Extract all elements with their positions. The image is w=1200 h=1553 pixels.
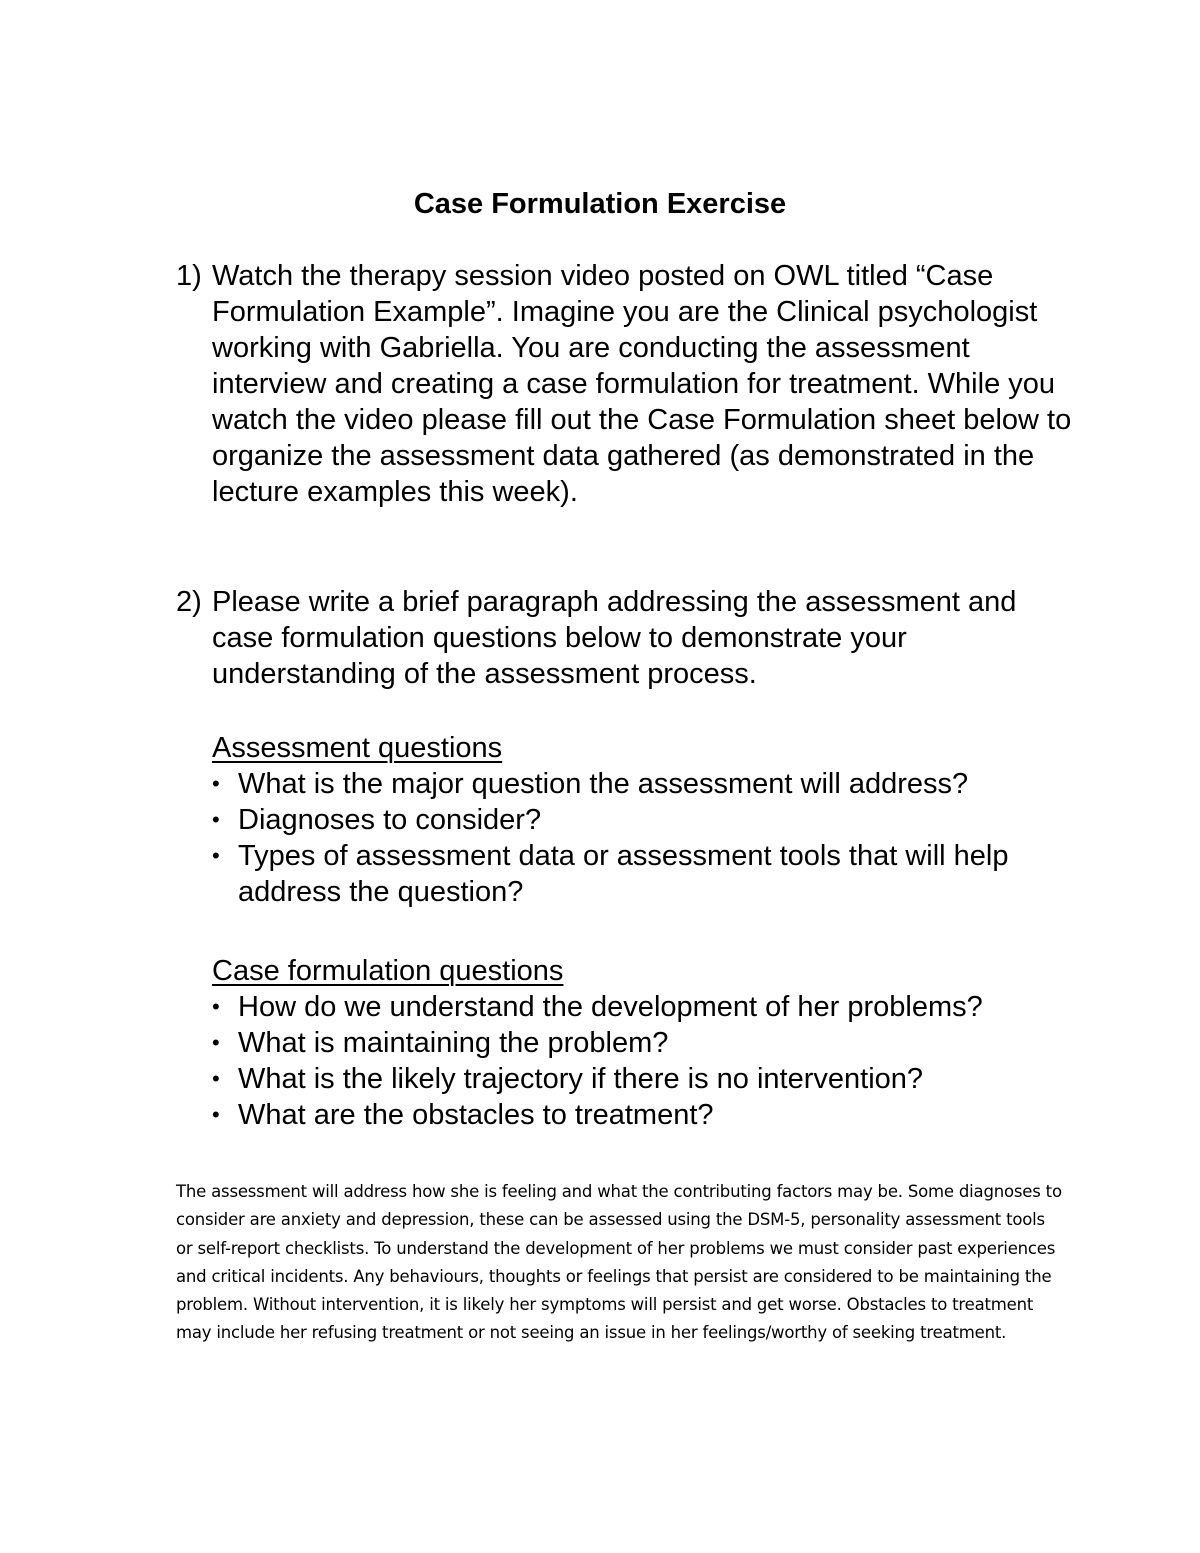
bullet-icon: • — [212, 1030, 220, 1055]
list-item-text: Diagnoses to consider? — [238, 804, 542, 836]
bullet-icon: • — [212, 771, 220, 796]
case-formulation-questions-section — [212, 953, 1072, 1133]
list-item — [212, 802, 1072, 838]
instruction-item-2 — [176, 584, 1076, 692]
instruction-number: 1) — [176, 260, 202, 292]
list-item — [212, 1025, 1072, 1061]
assessment-questions-list — [212, 766, 1072, 910]
assessment-questions-section — [212, 730, 1072, 910]
list-item-text: What is maintaining the problem? — [238, 1027, 669, 1059]
instruction-text: Watch the therapy session video posted on OWL titled “Case Formulation Example”. Imagine you are the Clinical psychologist working with Gabriella. You are conducting the assessment interview and creating a case formulation for treatment. While you watch the video please fill out the Case Formulation sheet below to organize the assessment data gathered (as demonstrated in the lecture examples this week). — [212, 260, 1072, 508]
list-item — [212, 766, 1072, 802]
case-formulation-questions-list — [212, 989, 1072, 1133]
list-item — [212, 838, 1072, 910]
list-item — [212, 989, 1072, 1025]
list-item-text: How do we understand the development of her problems? — [238, 991, 983, 1023]
answer-paragraph: The assessment will address how she is feeling and what the contributing factors may be. Some diagnoses to consider are anxiety and depression, these can be assessed using the DSM-5, personality assessment tools or self-report checklists. To understand the development of her problems we must consider past experiences and critical incidents. Any behaviours, thoughts or feelings that persist are considered to be maintaining the problem. Without intervention, it is likely her symptoms will persist and get worse. Obstacles to treatment may include her refusing treatment or not seeing an issue in her feelings/worthy of seeking treatment. — [176, 1182, 1062, 1343]
list-item-text: Types of assessment data or assessment tools that will help address the question? — [238, 840, 1009, 908]
instruction-item-1 — [176, 258, 1076, 510]
list-item-text: What is the major question the assessment will address? — [238, 768, 969, 800]
instruction-number: 2) — [176, 586, 202, 618]
bullet-icon: • — [212, 1066, 220, 1091]
case-formulation-questions-heading: Case formulation questions — [212, 955, 564, 987]
list-item — [212, 1097, 1072, 1133]
document-title: Case Formulation Exercise — [413, 188, 787, 220]
list-item-text: What is the likely trajectory if there is no intervention? — [238, 1063, 924, 1095]
assessment-questions-heading: Assessment questions — [212, 732, 503, 764]
bullet-icon: • — [212, 994, 220, 1019]
instruction-text: Please write a brief paragraph addressing the assessment and case formulation questions below to demonstrate your understanding of the assessment process. — [212, 586, 1017, 690]
bullet-icon: • — [212, 843, 220, 868]
list-item — [212, 1061, 1072, 1097]
list-item-text: What are the obstacles to treatment? — [238, 1099, 714, 1131]
bullet-icon: • — [212, 1102, 220, 1127]
bullet-icon: • — [212, 807, 220, 832]
